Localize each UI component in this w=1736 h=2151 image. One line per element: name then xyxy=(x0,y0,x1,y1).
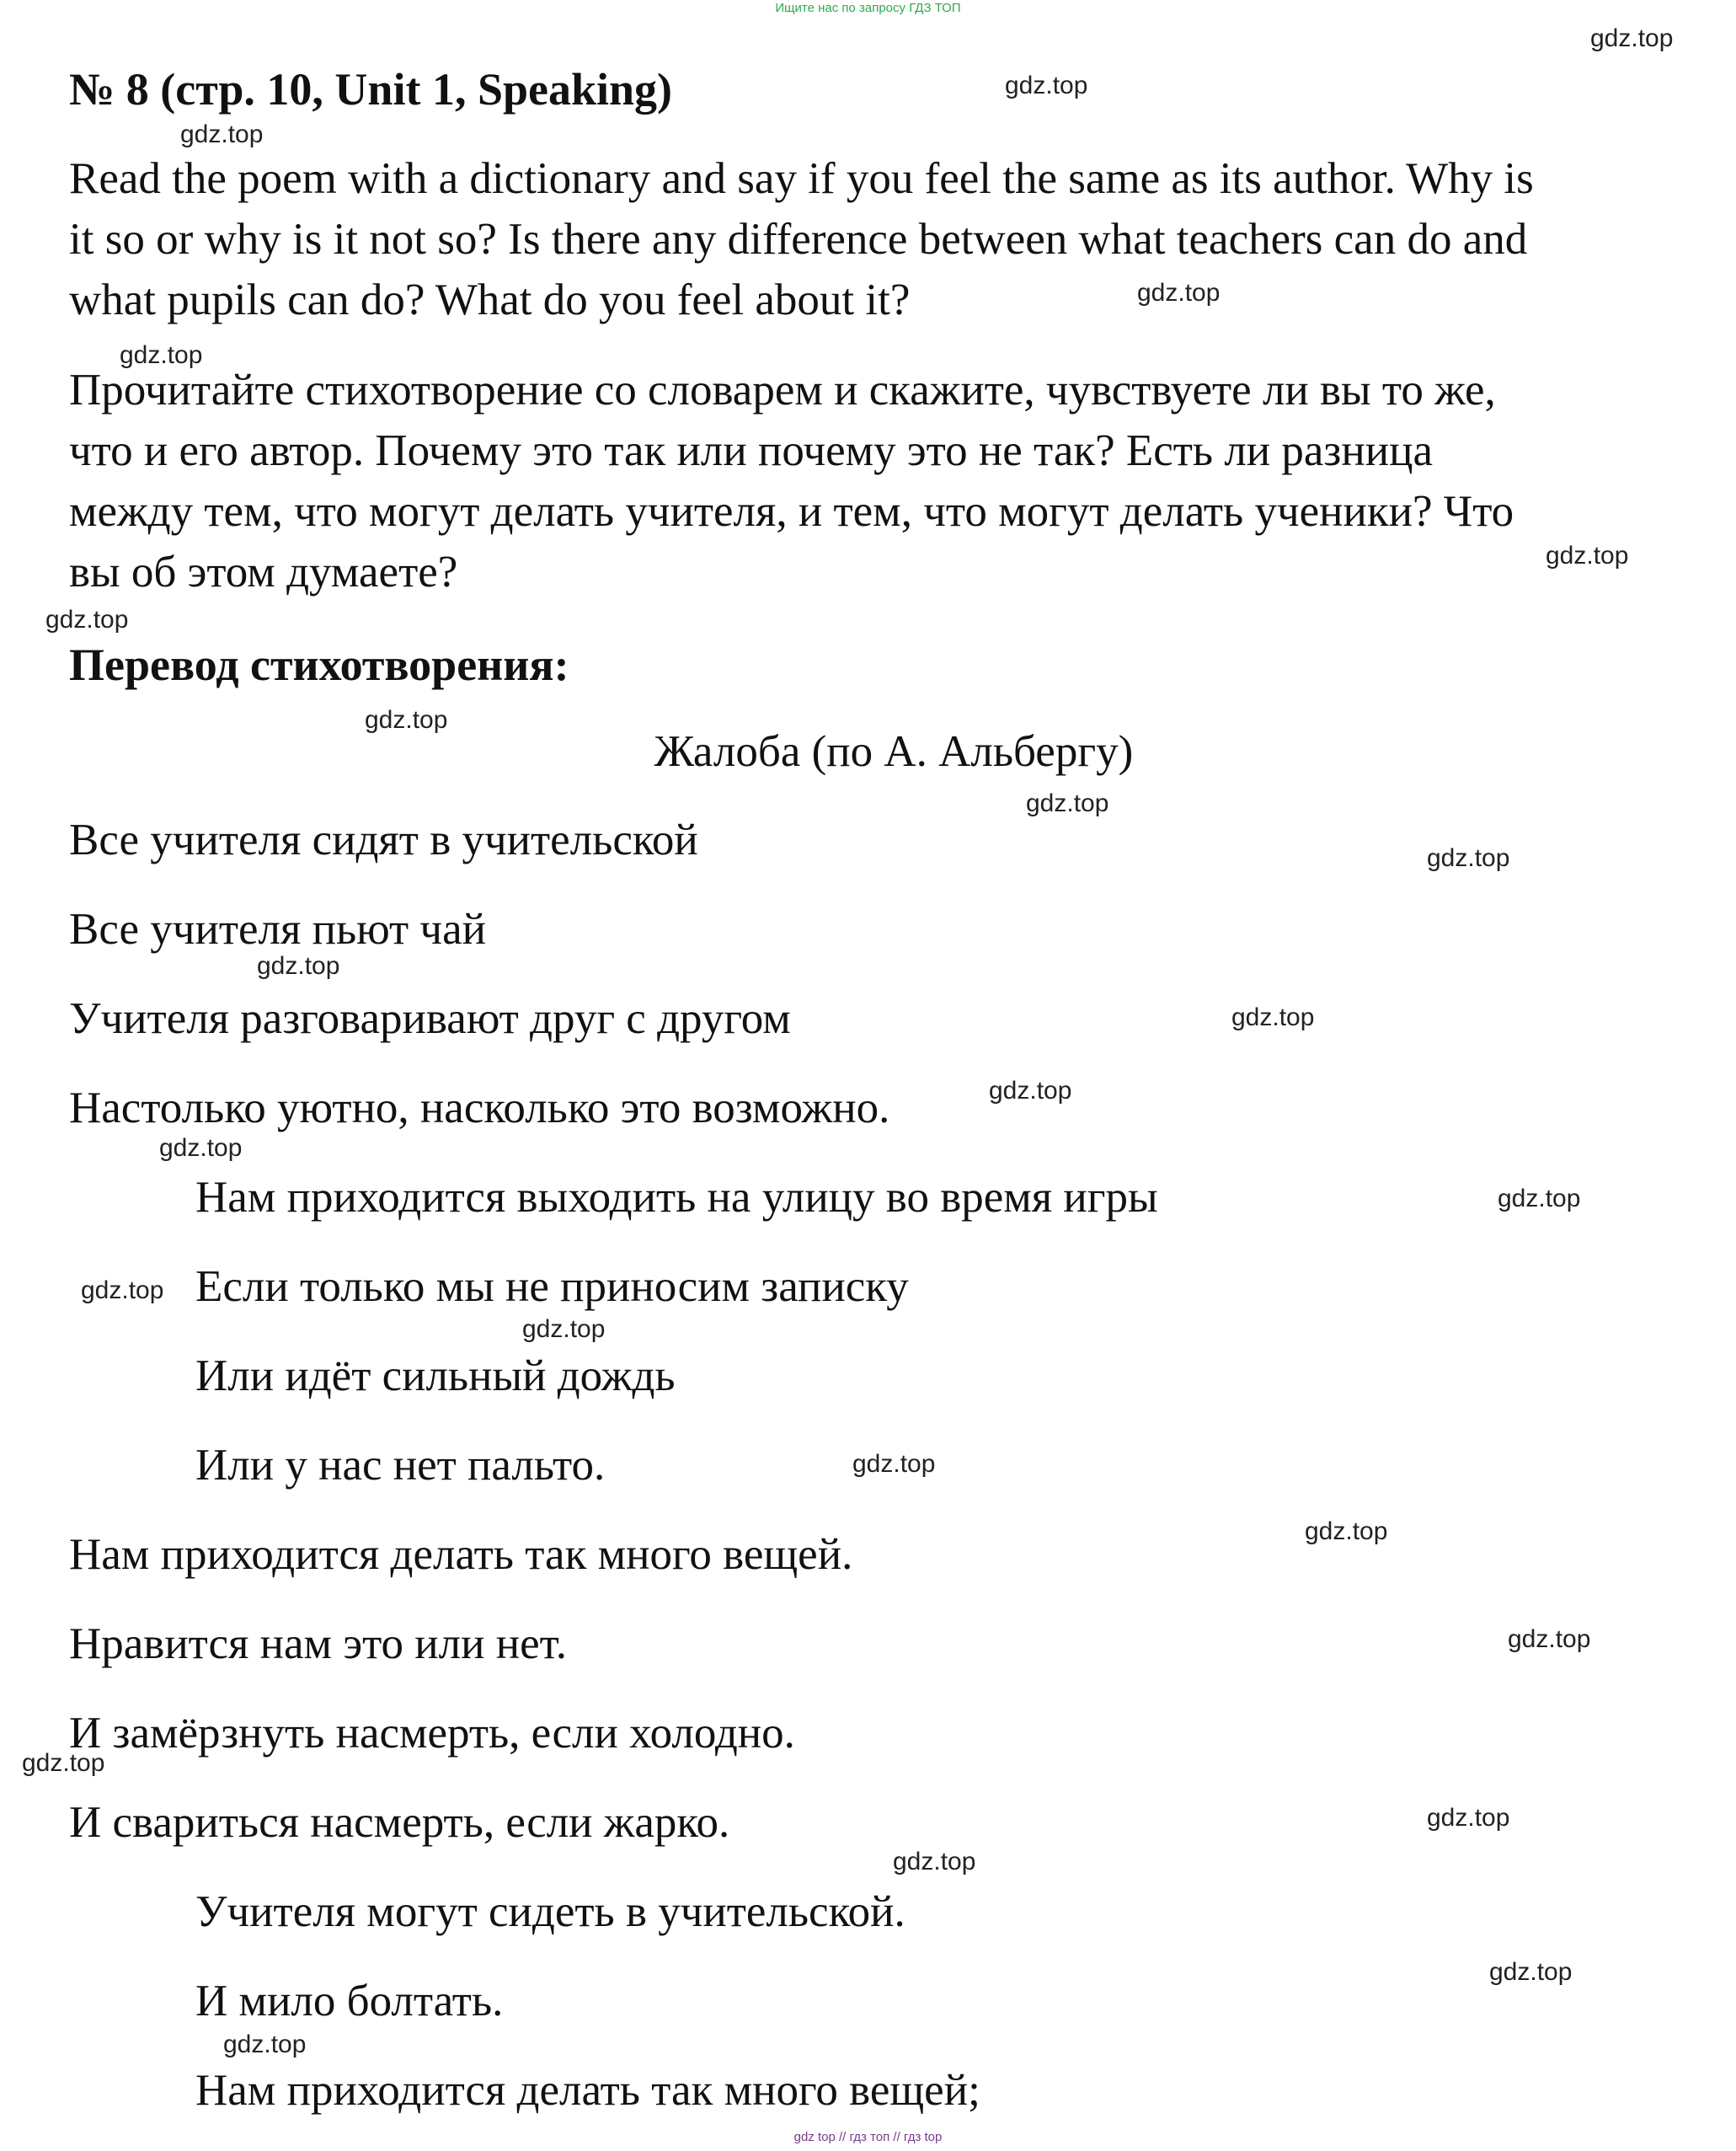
poem-line: Нам приходится выходить на улицу во время игры xyxy=(195,1173,1158,1222)
watermark: gdz.top xyxy=(1305,1517,1388,1545)
watermark: gdz.top xyxy=(45,606,129,634)
watermark: gdz.top xyxy=(989,1077,1072,1105)
watermark: gdz.top xyxy=(1427,844,1510,872)
translation-heading: Перевод стихотворения: xyxy=(69,639,569,690)
poem-line: И замёрзнуть насмерть, если холодно. xyxy=(69,1709,795,1758)
poem-line: Все учителя пьют чай xyxy=(69,905,486,954)
task-english-line: Read the poem with a dictionary and say if you feel the same as its author. Why is xyxy=(69,154,1534,203)
watermark: gdz.top xyxy=(159,1134,243,1162)
task-russian-line: Прочитайте стихотворение со словарем и скажите, чувствуете ли вы то же, xyxy=(69,366,1496,415)
poem-line: Или у нас нет пальто. xyxy=(195,1441,606,1490)
watermark: gdz.top xyxy=(180,120,264,148)
watermark: gdz.top xyxy=(893,1848,976,1875)
task-russian-line: между тем, что могут делать учителя, и тем, что могут делать ученики? Что xyxy=(69,487,1514,536)
poem-line: Если только мы не приносим записку xyxy=(195,1262,909,1311)
task-english-line: it so or why is it not so? Is there any difference between what teachers can do and xyxy=(69,215,1528,264)
watermark: gdz.top xyxy=(1005,72,1088,99)
poem-line: Учителя могут сидеть в учительской. xyxy=(195,1887,905,1936)
watermark: gdz.top xyxy=(1590,24,1674,52)
task-russian-line: вы об этом думаете? xyxy=(69,548,458,597)
poem-line: Нам приходится делать так много вещей. xyxy=(69,1530,853,1579)
watermark: gdz.top xyxy=(1427,1804,1510,1832)
poem-title: Жалоба (по А. Альбергу) xyxy=(654,727,1134,776)
watermark: gdz.top xyxy=(1498,1185,1581,1212)
poem-line: Настолько уютно, насколько это возможно. xyxy=(69,1084,890,1132)
task-english-line: what pupils can do? What do you feel about it? xyxy=(69,276,911,324)
task-russian xyxy=(69,360,1695,602)
watermark: gdz.top xyxy=(1026,789,1109,817)
watermark: gdz.top xyxy=(522,1315,606,1343)
watermark: gdz.top xyxy=(365,706,448,734)
poem-line: Нравится нам это или нет. xyxy=(69,1619,568,1668)
watermark: gdz.top xyxy=(81,1276,164,1304)
task-russian-line: что и его автор. Почему это так или почему это не так? Есть ли разница xyxy=(69,426,1433,475)
watermark: gdz.top xyxy=(120,341,203,369)
watermark: gdz.top xyxy=(257,952,340,980)
top-banner: Ищите нас по запросу ГДЗ ТОП xyxy=(775,1,961,15)
poem-line: Все учителя сидят в учительской xyxy=(69,816,698,864)
watermark: gdz.top xyxy=(22,1749,105,1777)
poem-line: Нам приходится делать так много вещей; xyxy=(195,2066,980,2115)
watermark: gdz.top xyxy=(1137,279,1221,307)
bottom-banner: gdz top // гдз топ // гдз top xyxy=(793,2130,943,2144)
watermark: gdz.top xyxy=(1489,1958,1573,1986)
poem-line: Учителя разговаривают друг с другом xyxy=(69,994,791,1043)
poem-line: Или идёт сильный дождь xyxy=(195,1351,676,1400)
watermark: gdz.top xyxy=(1508,1625,1591,1653)
exercise-heading: № 8 (стр. 10, Unit 1, Speaking) xyxy=(69,64,673,115)
task-english xyxy=(69,148,1695,330)
poem-line: И мило болтать. xyxy=(195,1977,504,2025)
watermark: gdz.top xyxy=(223,2031,307,2058)
poem-line: И свариться насмерть, если жарко. xyxy=(69,1798,730,1847)
watermark: gdz.top xyxy=(1546,542,1629,570)
watermark: gdz.top xyxy=(1231,1003,1315,1031)
watermark: gdz.top xyxy=(852,1450,936,1478)
